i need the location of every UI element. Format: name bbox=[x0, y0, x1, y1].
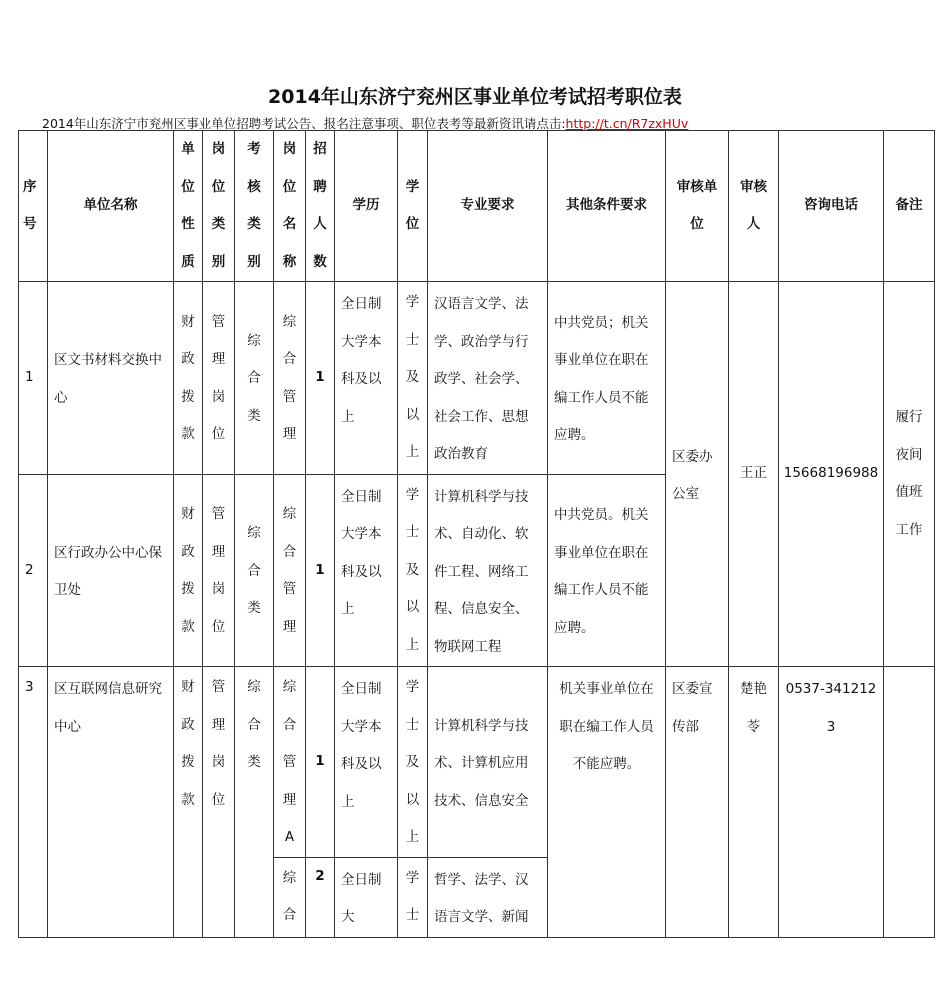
header-other: 其他条件要求 bbox=[548, 131, 666, 282]
row2-post-type: 管理岗位 bbox=[203, 474, 235, 667]
row3-unit-name: 区互联网信息研究中心 bbox=[48, 667, 174, 938]
row2-education: 全日制大学本科及以上 bbox=[335, 474, 398, 667]
row1-major: 汉语言文学、法学、政治学与行政学、社会学、社会工作、思想政治教育 bbox=[428, 282, 548, 475]
row2-unit-nature: 财政拨款 bbox=[174, 474, 203, 667]
row1-education: 全日制大学本科及以上 bbox=[335, 282, 398, 475]
header-recruit-count: 招聘人数 bbox=[306, 131, 335, 282]
row2-degree: 学士及以上 bbox=[398, 474, 428, 667]
header-degree: 学位 bbox=[398, 131, 428, 282]
header-seq: 序 号 bbox=[19, 131, 48, 282]
header-education: 学历 bbox=[335, 131, 398, 282]
phone-merged: 15668196988 bbox=[779, 282, 884, 667]
row3-reviewer: 楚艳苓 bbox=[729, 667, 779, 938]
row1-other: 中共党员；机关事业单位在职在编工作人员不能应聘。 bbox=[548, 282, 666, 475]
row4-education: 全日制大 bbox=[335, 857, 398, 937]
row3-degree: 学士及以上 bbox=[398, 667, 428, 858]
row1-recruit-count: 1 bbox=[306, 282, 335, 475]
review-unit-merged: 区委办公室 bbox=[666, 282, 729, 667]
header-unit-nature: 单位性质 bbox=[174, 131, 203, 282]
row1-post-type: 管理岗位 bbox=[203, 282, 235, 475]
row3-post-name: 综合管理A bbox=[274, 667, 306, 858]
row3-recruit-count: 1 bbox=[306, 667, 335, 858]
table-row bbox=[19, 667, 935, 858]
header-unit-name: 单位名称 bbox=[48, 131, 174, 282]
row1-post-name: 综合管理 bbox=[274, 282, 306, 475]
row3-post-type: 管理岗位 bbox=[203, 667, 235, 938]
row2-major: 计算机科学与技术、自动化、软件工程、网络工程、信息安全、物联网工程 bbox=[428, 474, 548, 667]
row3-major: 计算机科学与技术、计算机应用技术、信息安全 bbox=[428, 667, 548, 858]
page-title: 2014年山东济宁兖州区事业单位考试招考职位表 bbox=[268, 86, 682, 108]
announcement-link[interactable]: http://t.cn/R7zxHUv bbox=[565, 116, 689, 131]
row4-recruit-count: 2 bbox=[306, 857, 335, 937]
row2-recruit-count: 1 bbox=[306, 474, 335, 667]
remark-merged: 履行夜间值班工作 bbox=[884, 282, 935, 667]
positions-table bbox=[18, 130, 935, 938]
row3-exam-type: 综合类 bbox=[235, 667, 274, 938]
row1-exam-type: 综合类 bbox=[235, 282, 274, 475]
header-row bbox=[19, 131, 935, 282]
row2-seq: 2 bbox=[19, 474, 48, 667]
row3-education: 全日制大学本科及以上 bbox=[335, 667, 398, 858]
row4-major: 哲学、法学、汉语言文学、新闻 bbox=[428, 857, 548, 937]
header-post-type: 岗位类别 bbox=[203, 131, 235, 282]
row3-phone: 0537-3412123 bbox=[779, 667, 884, 938]
row1-seq: 1 bbox=[19, 282, 48, 475]
row4-post-name: 综合 bbox=[274, 857, 306, 937]
header-exam-type: 考核类别 bbox=[235, 131, 274, 282]
row1-unit-name: 区文书材料交换中心 bbox=[48, 282, 174, 475]
row4-degree: 学士 bbox=[398, 857, 428, 937]
header-major: 专业要求 bbox=[428, 131, 548, 282]
table-row bbox=[19, 282, 935, 475]
row3-seq: 3 bbox=[19, 667, 48, 938]
row2-post-name: 综合管理 bbox=[274, 474, 306, 667]
row1-unit-nature: 财政拨款 bbox=[174, 282, 203, 475]
header-phone: 咨询电话 bbox=[779, 131, 884, 282]
row3-review-unit: 区委宣传部 bbox=[666, 667, 729, 938]
reviewer-merged: 王正 bbox=[729, 282, 779, 667]
row2-unit-name: 区行政办公中心保卫处 bbox=[48, 474, 174, 667]
header-reviewer: 审核人 bbox=[729, 131, 779, 282]
header-review-unit: 审核单位 bbox=[666, 131, 729, 282]
row2-other: 中共党员。机关事业单位在职在编工作人员不能应聘。 bbox=[548, 474, 666, 667]
row3-unit-nature: 财政拨款 bbox=[174, 667, 203, 938]
header-post-name: 岗位名称 bbox=[274, 131, 306, 282]
header-remark: 备注 bbox=[884, 131, 935, 282]
row2-exam-type: 综合类 bbox=[235, 474, 274, 667]
row3-remark bbox=[884, 667, 935, 938]
row3-other: 机关事业单位在职在编工作人员不能应聘。 bbox=[548, 667, 666, 938]
announcement-text: 2014年山东济宁市兖州区事业单位招聘考试公告、报名注意事项、职位表考等最新资讯请点击: bbox=[42, 116, 566, 131]
row1-degree: 学士及以上 bbox=[398, 282, 428, 475]
